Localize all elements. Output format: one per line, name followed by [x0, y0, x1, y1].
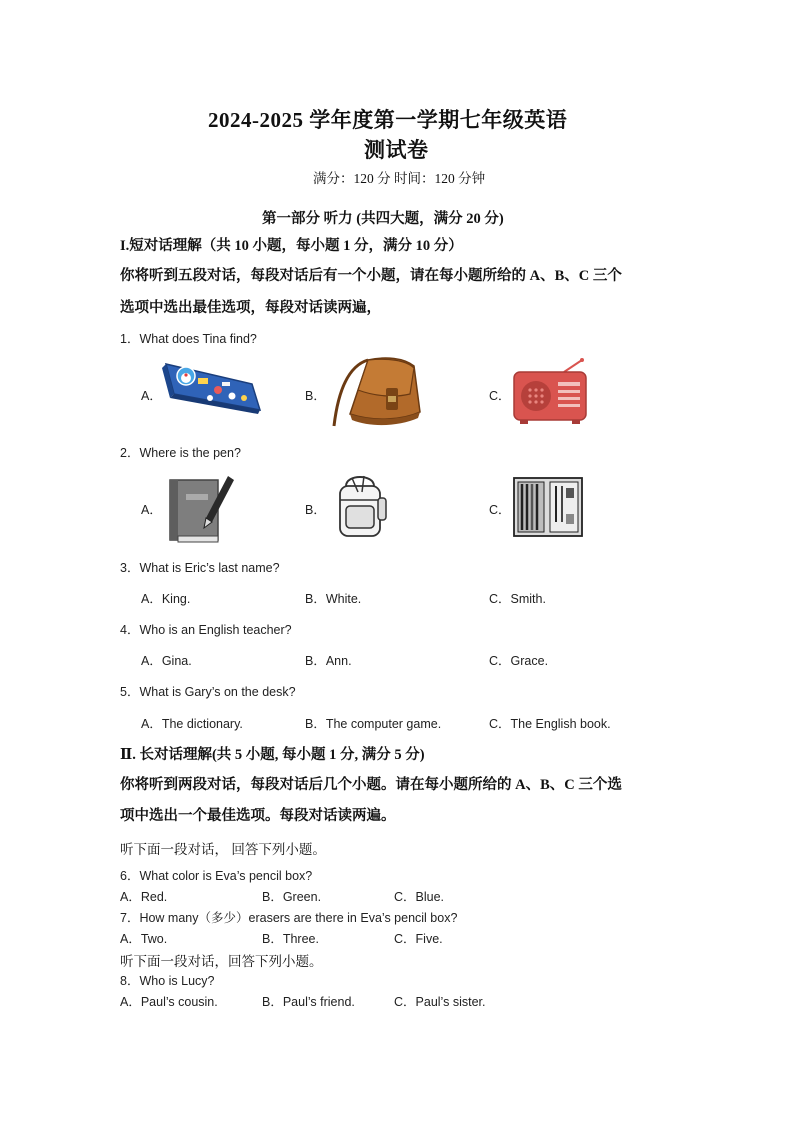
question-6: 6．What color is Eva’s pencil box?: [120, 869, 313, 883]
q5-option-b: B．The computer game.: [305, 717, 442, 731]
pencil-box-icon: [160, 354, 266, 420]
q8-option-b: B．Paul’s friend.: [262, 995, 355, 1009]
q7-option-a: A．Two.: [120, 932, 168, 946]
q1-option-b: B．: [305, 389, 326, 403]
backpack-icon: [330, 470, 390, 542]
q5-option-c: C．The English book.: [489, 717, 611, 731]
section2-instruction-line2: 项中选出一个最佳选项。每段对话读两遍。: [120, 808, 396, 824]
q8-option-a: A．Paul’s cousin.: [120, 995, 218, 1009]
question-8: 8．Who is Lucy?: [120, 974, 215, 988]
q7-option-c: C．Five.: [394, 932, 443, 946]
question-2: 2．Where is the pen?: [120, 446, 241, 460]
bag-icon: [328, 352, 424, 432]
q3-option-b: B．White.: [305, 592, 362, 606]
part1-heading: 第一部分 听力 (共四大题，满分 20 分): [262, 211, 504, 227]
q4-option-c: C．Grace.: [489, 654, 549, 668]
section2-instruction-line1: 你将听到两段对话，每段对话后几个小题。请在每小题所给的 A、B、C 三个选: [120, 777, 622, 793]
q6-option-b: B．Green.: [262, 890, 322, 904]
q8-option-c: C．Paul’s sister.: [394, 995, 486, 1009]
q6-option-a: A．Red.: [120, 890, 168, 904]
page-title-line1: 2024-2025 学年度第一学期七年级英语: [208, 108, 568, 132]
question-1: 1．What does Tina find?: [120, 332, 257, 346]
section1-instruction-line2: 选项中选出最佳选项，每段对话读两遍，: [120, 300, 381, 316]
question-4: 4．Who is an English teacher?: [120, 623, 292, 637]
q1-option-a: A．: [141, 389, 162, 403]
q4-option-a: A．Gina.: [141, 654, 192, 668]
listen-instruction-a: 听下面一段对话， 回答下列小题。: [120, 842, 326, 857]
page-title-line2: 测试卷: [364, 138, 429, 162]
book-pencil-icon: [166, 470, 236, 546]
q2-option-a: A．: [141, 503, 162, 517]
section2-heading: Ⅱ. 长对话理解(共 5 小题, 每小题 1 分, 满分 5 分): [120, 747, 425, 763]
q3-option-c: C．Smith.: [489, 592, 546, 606]
score-time-info: 满分：120 分 时间：120 分钟: [313, 171, 486, 186]
radio-icon: [510, 358, 590, 426]
q3-option-a: A．King.: [141, 592, 191, 606]
question-5: 5．What is Gary’s on the desk?: [120, 685, 296, 699]
section1-instruction-line1: 你将听到五段对话，每段对话后有一个小题，请在每小题所给的 A、B、C 三个: [120, 268, 622, 284]
section1-heading: I.短对话理解（共 10 小题，每小题 1 分，满分 10 分）: [120, 238, 463, 254]
question-7: 7．How many（多少）erasers are there in Eva’s pencil box?: [120, 911, 458, 925]
q7-option-b: B．Three.: [262, 932, 319, 946]
q1-option-c: C．: [489, 389, 511, 403]
question-3: 3．What is Eric’s last name?: [120, 561, 280, 575]
pencil-case-icon: [512, 474, 584, 540]
q2-option-c: C．: [489, 503, 511, 517]
q2-option-b: B．: [305, 503, 326, 517]
q5-option-a: A．The dictionary.: [141, 717, 243, 731]
listen-instruction-b: 听下面一段对话，回答下列小题。: [120, 954, 323, 969]
q6-option-c: C．Blue.: [394, 890, 445, 904]
q4-option-b: B．Ann.: [305, 654, 352, 668]
